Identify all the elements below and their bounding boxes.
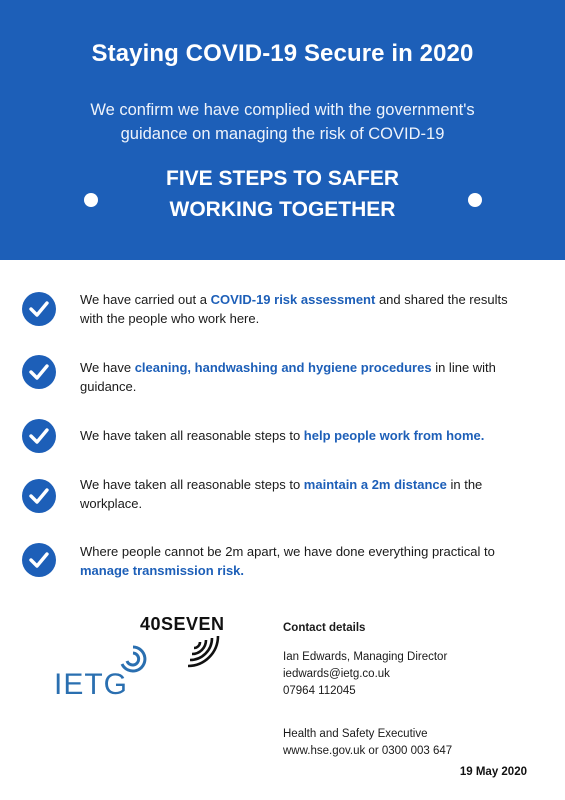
hse-contact: www.hse.gov.uk or 0300 003 647 [283, 745, 453, 757]
bullet-dot-right-icon [468, 193, 482, 207]
bullet-dot-left-icon [84, 193, 98, 207]
contact-heading: Contact details [283, 622, 366, 634]
compliance-statement-line-1: We confirm we have complied with the government's [90, 101, 475, 119]
step-highlight: maintain a 2m distance [303, 477, 447, 492]
five-steps-heading [0, 163, 565, 225]
checkmark-icon [22, 543, 56, 577]
document-date: 19 May 2020 [459, 766, 527, 778]
step-text: We have cleaning, handwashing and hygiene procedures in line with guidance. [80, 360, 496, 394]
step-highlight: help people work from home. [303, 428, 485, 443]
step-highlight: COVID-19 risk assessment [210, 292, 376, 307]
checkmark-icon [22, 355, 56, 389]
fortyseven-waves-icon [184, 632, 224, 672]
step-text: We have taken all reasonable steps to help people work from home. [80, 428, 485, 443]
step-text: We have taken all reasonable steps to maintain a 2m distance in the workplace. [80, 477, 483, 511]
checkmark-icon [22, 419, 56, 453]
contact-name: Ian Edwards, Managing Director [283, 651, 448, 663]
contact-details [283, 620, 543, 760]
five-steps-heading-line-2: WORKING TOGETHER [169, 198, 396, 221]
contact-email: iedwards@ietg.co.uk [283, 668, 390, 680]
compliance-statement [40, 98, 525, 146]
five-steps-heading-line-1: FIVE STEPS TO SAFER [166, 167, 399, 190]
hse-title: Health and Safety Executive [283, 728, 428, 740]
step-text: We have carried out a COVID-19 risk assessment and shared the results with the people who work here. [80, 292, 508, 326]
header-banner [0, 0, 565, 260]
ietg-wordmark: IETG [54, 668, 129, 701]
contact-phone: 07964 112045 [283, 685, 356, 697]
compliance-statement-line-2: guidance on managing the risk of COVID-19 [120, 125, 445, 143]
step-highlight: manage transmission risk. [80, 563, 245, 578]
step-highlight: cleaning, handwashing and hygiene procedures [134, 360, 432, 375]
step-text: Where people cannot be 2m apart, we have done everything practical to manage transmission risk. [80, 544, 495, 578]
fortyseven-logo: 40SEVEN [140, 614, 225, 634]
checkmark-icon [22, 479, 56, 513]
page-title: Staying COVID-19 Secure in 2020 [91, 40, 474, 67]
checkmark-icon [22, 292, 56, 326]
